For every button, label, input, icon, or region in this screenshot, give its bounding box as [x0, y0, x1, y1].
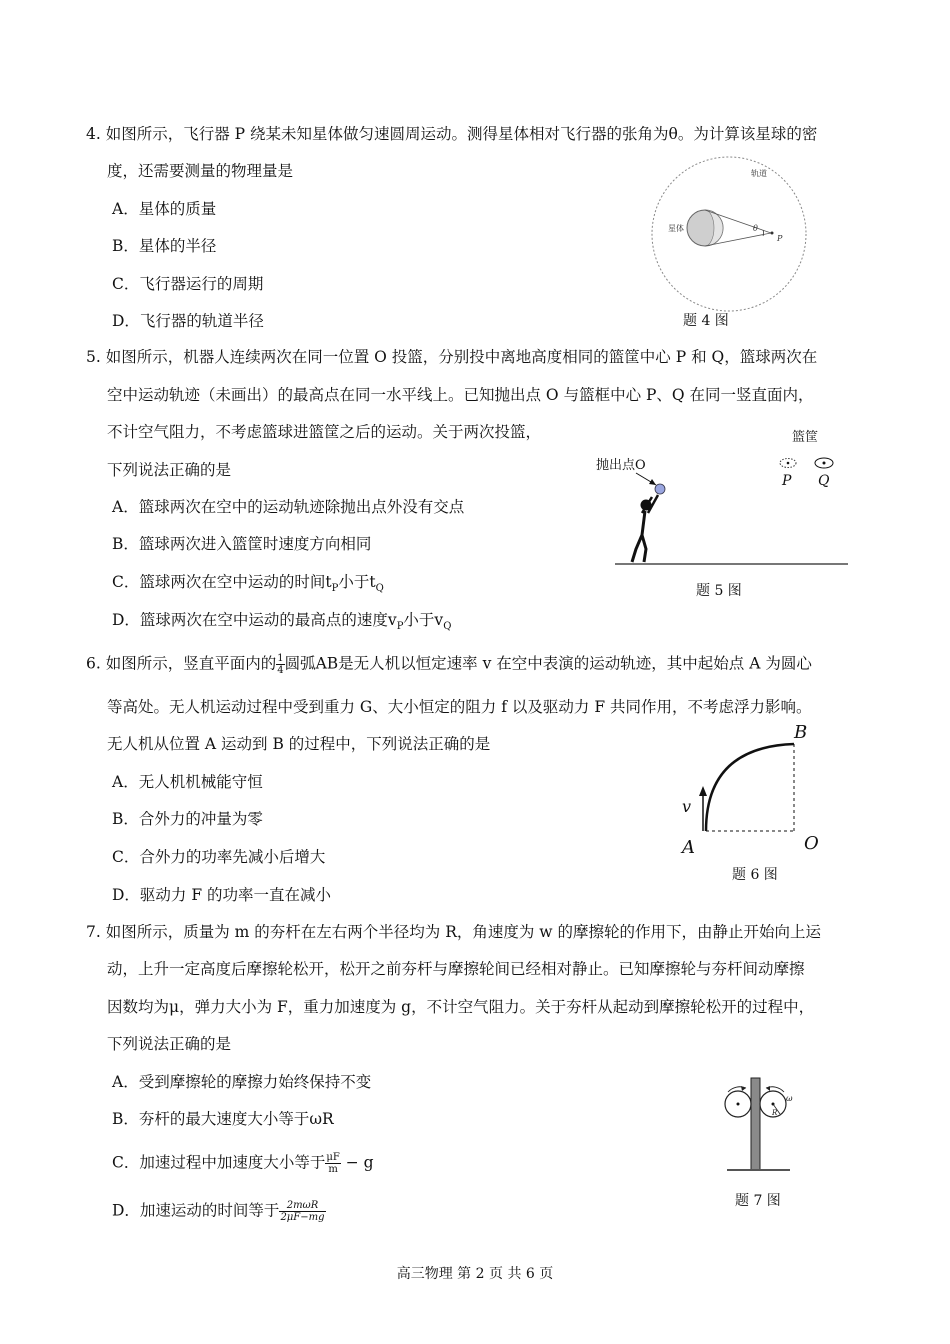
- q6-option-a: A．无人机机械能守恒: [112, 773, 263, 791]
- q6-figure: [676, 720, 826, 860]
- q6-option-b: B．合外力的冲量为零: [112, 810, 263, 828]
- q5-stem-line4: 下列说法正确的是: [107, 461, 232, 479]
- one-quarter-fraction: $\frac{1}{4}$: [277, 653, 284, 676]
- q-label: Q: [818, 473, 830, 489]
- page-footer: 高三物理 第 2 页 共 6 页: [396, 1266, 554, 1282]
- q7-caption: 题 7 图: [735, 1193, 781, 1209]
- q7-stem-line2: 动，上升一定高度后摩擦轮松开，松开之前夯杆与摩擦轮间已经相对静止。已知摩擦轮与夯杆间动摩擦: [107, 960, 805, 978]
- hoop-p-center: [787, 462, 790, 465]
- quarter-arc: [706, 744, 794, 831]
- mu-f-over-m-fraction: $\frac{\mu F}{m}$: [326, 1152, 340, 1175]
- b-label: B: [794, 722, 808, 743]
- q6-stem-line3: 无人机从位置 A 运动到 B 的过程中，下列说法正确的是: [107, 735, 491, 753]
- omega-label: ω: [786, 1094, 793, 1103]
- stick-figure-body: [632, 511, 646, 562]
- q6-caption: 题 6 图: [732, 867, 778, 883]
- orbit-label: 轨道: [751, 169, 767, 178]
- angle-arc: [763, 230, 764, 236]
- r-label: R: [772, 1109, 778, 1117]
- left-wheel-axle: [737, 1103, 740, 1106]
- q6-stem-line1: 6. 如图所示，竖直平面内的 $\frac{1}{4}$ 圆弧AB是无人机以恒定速率 v 在空中表演的运动轨迹，其中起始点 A 为圆心: [86, 653, 812, 676]
- q4-option-a: A．星体的质量: [112, 200, 217, 218]
- q4-figure: [636, 158, 826, 313]
- hoop-label: 篮筐: [792, 430, 819, 445]
- q5-stem-line3: 不计空气阻力，不考虑篮球进篮筐之后的运动。关于两次投篮，: [107, 423, 542, 441]
- q7-option-a: A．受到摩擦轮的摩擦力始终保持不变: [112, 1073, 372, 1091]
- q5-option-d: D．篮球两次在空中运动的最高点的速度$v_P$小于$v_Q$: [112, 611, 452, 633]
- q6-option-d: D．驱动力 F 的功率一直在减小: [112, 886, 332, 904]
- rammer-rod: [751, 1078, 760, 1170]
- basketball: [655, 484, 665, 494]
- q5-stem-line2: 空中运动轨迹（未画出）的最高点在同一水平线上。已知抛出点 O 与篮框中心 P、Q 在同一竖直面内，: [107, 386, 814, 404]
- q7-figure: [722, 1070, 802, 1180]
- q4-option-c: C．飞行器运行的周期: [112, 275, 264, 293]
- throw-point-label: 抛出点O: [596, 458, 646, 473]
- q5-figure: [590, 425, 850, 575]
- q7-stem-line1: 7. 如图所示，质量为 m 的夯杆在左右两个半径均为 R，角速度为 w 的摩擦轮的作用下，由静止开始向上运: [86, 923, 821, 941]
- orbit-circle: [652, 157, 806, 311]
- time-fraction: $\frac{\text{2mωR}}{2\mu F-mg}$: [280, 1200, 325, 1223]
- q5-caption: 题 5 图: [696, 583, 742, 599]
- q4-option-d: D．飞行器的轨道半径: [112, 312, 264, 330]
- p-label: P: [782, 473, 792, 489]
- q7-option-b: B．夯杆的最大速度大小等于ωR: [112, 1110, 334, 1128]
- q4-caption: 题 4 图: [683, 313, 729, 329]
- angle-label: θ: [753, 224, 758, 233]
- q7-option-d: D．加速运动的时间等于 $\frac{\text{2mωR}}{2\mu F-mg}$: [112, 1200, 325, 1223]
- q4-stem-line1: 4. 如图所示，飞行器 P 绕某未知星体做匀速圆周运动。测得星体相对飞行器的张角为θ。为计算该星球的密: [86, 125, 818, 143]
- craft-dot: [771, 232, 774, 235]
- craft-label: P: [777, 234, 783, 243]
- q4-option-b: B．星体的半径: [112, 237, 217, 255]
- q7-stem-line3: 因数均为μ，弹力大小为 F，重力加速度为 g，不计空气阻力。关于夯杆从起动到摩擦轮松开的过程中，: [107, 998, 815, 1016]
- hoop-q-center: [823, 462, 826, 465]
- v-label: v: [682, 797, 692, 816]
- right-rotation-arrowhead: [766, 1086, 770, 1091]
- o-label: O: [804, 833, 819, 854]
- q5-option-c: C．篮球两次在空中运动的时间$t_P$小于$t_Q$: [112, 573, 384, 595]
- velocity-arrowhead: [699, 786, 707, 796]
- a-label: A: [682, 837, 695, 858]
- q5-stem-line1: 5. 如图所示，机器人连续两次在同一位置 O 投篮，分别投中离地高度相同的篮筐中心 P 和 Q，篮球两次在: [86, 348, 818, 366]
- q7-option-c: C．加速过程中加速度大小等于 $\frac{\mu F}{m}$ − g: [112, 1152, 374, 1175]
- q7-stem-line4: 下列说法正确的是: [107, 1035, 232, 1053]
- q6-stem-line2: 等高处。无人机运动过程中受到重力 G、大小恒定的阻力 f 以及驱动力 F 共同作用，不考虑浮力影响。: [107, 698, 812, 716]
- q5-option-b: B．篮球两次进入篮筐时速度方向相同: [112, 535, 372, 553]
- q4-stem-line2: 度，还需要测量的物理量是: [107, 162, 294, 180]
- q5-option-a: A．篮球两次在空中的运动轨迹除抛出点外没有交点: [112, 498, 465, 516]
- q6-option-c: C．合外力的功率先减小后增大: [112, 848, 326, 866]
- planet-label: 星体: [668, 224, 684, 233]
